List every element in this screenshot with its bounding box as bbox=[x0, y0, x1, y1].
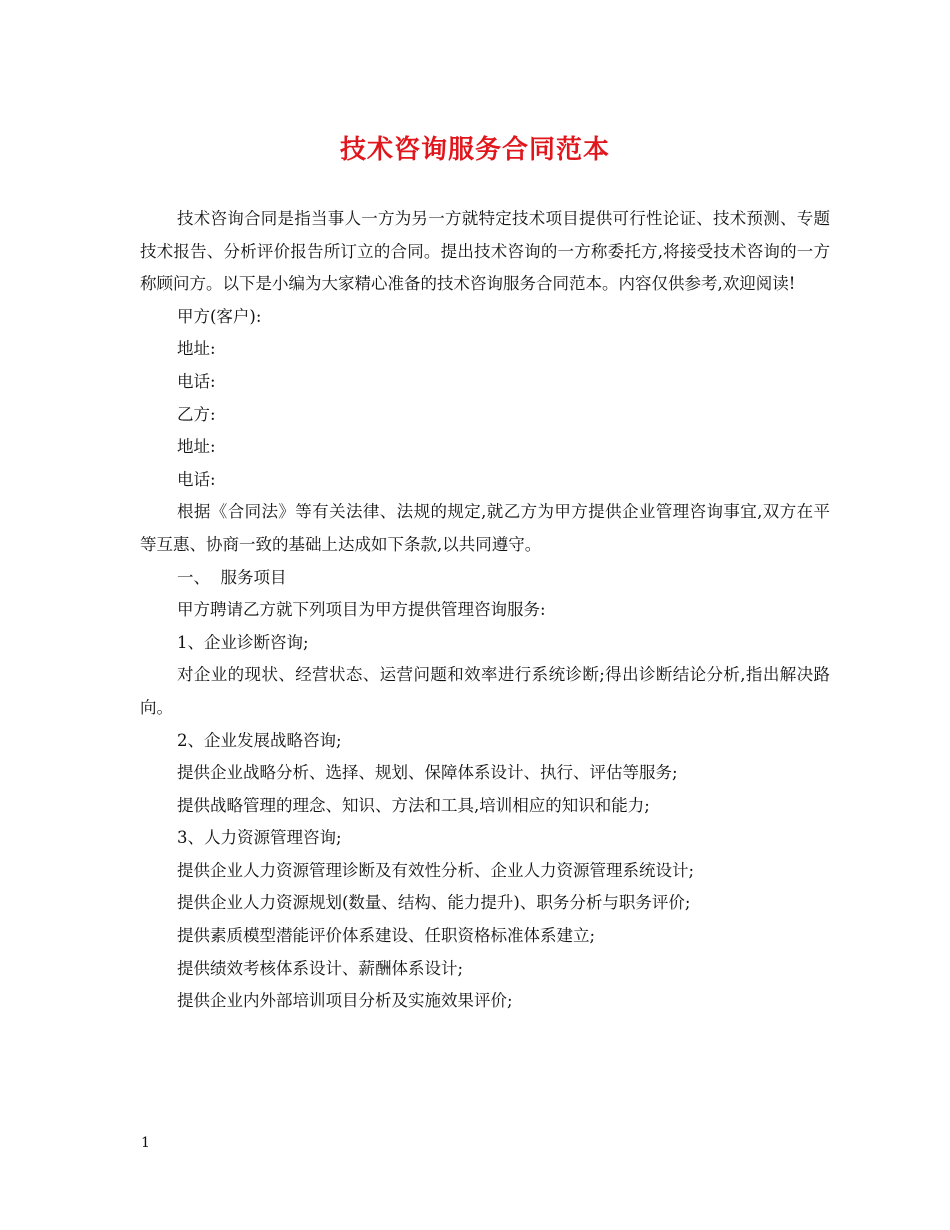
document-body bbox=[140, 203, 830, 1018]
item-line: 提供企业人力资源管理诊断及有效性分析、企业人力资源管理系统设计; bbox=[177, 860, 695, 880]
section-heading: 一、 服务项目 bbox=[177, 567, 287, 587]
basis-paragraph: 根据《合同法》等有关法律、法规的规定,就乙方为甲方提供企业管理咨询事宜,双方在平等互惠、协商一致的基础上达成如下条款,以共同遵守。 bbox=[140, 502, 830, 554]
item-description: 对企业的现状、经营状态、运营问题和效率进行系统诊断;得出诊断结论分析,指出解决路向。 bbox=[140, 665, 830, 717]
document-title: 技术咨询服务合同范本 bbox=[339, 135, 610, 165]
item-line: 提供战略管理的理念、知识、方法和工具,培训相应的知识和能力; bbox=[177, 795, 650, 815]
party-b-label: 乙方: bbox=[177, 404, 216, 424]
party-a-phone: 电话: bbox=[177, 371, 216, 391]
item-title: 1、企业诊断咨询; bbox=[177, 632, 309, 652]
item-line: 提供企业内外部培训项目分析及实施效果评价; bbox=[177, 991, 513, 1011]
party-a-address: 地址: bbox=[177, 339, 216, 359]
intro-paragraph: 技术咨询合同是指当事人一方为另一方就特定技术项目提供可行性论证、技术预测、专题技术报告、分析评价报告所订立的合同。提出技术咨询的一方称委托方,将接受技术咨询的一方称顾问方。以下是小编为大家精心准备的技术咨询服务合同范本。内容仅供参考,欢迎阅读! bbox=[140, 209, 830, 294]
item-line: 提供绩效考核体系设计、薪酬体系设计; bbox=[177, 958, 464, 978]
item-title: 3、人力资源管理咨询; bbox=[177, 828, 342, 848]
section-intro: 甲方聘请乙方就下列项目为甲方提供管理咨询服务: bbox=[177, 600, 546, 620]
item-line: 提供素质模型潜能评价体系建设、任职资格标准体系建立; bbox=[177, 926, 596, 946]
party-b-address: 地址: bbox=[177, 437, 216, 457]
item-line: 提供企业战略分析、选择、规划、保障体系设计、执行、评估等服务; bbox=[177, 763, 678, 783]
page-number: 1 bbox=[141, 1135, 150, 1151]
item-line: 提供企业人力资源规划(数量、结构、能力提升)、职务分析与职务评价; bbox=[177, 893, 691, 913]
party-a-label: 甲方(客户): bbox=[177, 306, 262, 326]
party-b-phone: 电话: bbox=[177, 469, 216, 489]
item-title: 2、企业发展战略咨询; bbox=[177, 730, 342, 750]
